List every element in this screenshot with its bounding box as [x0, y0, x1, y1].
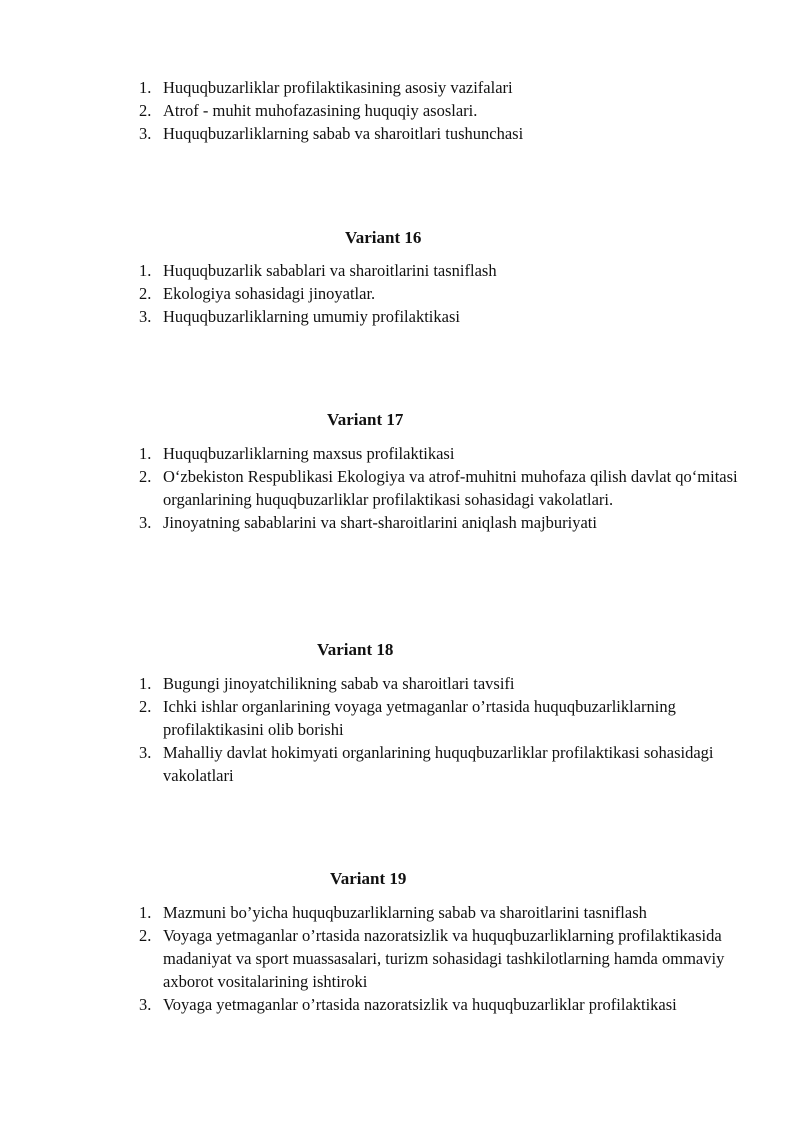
question-list	[0, 442, 800, 534]
item-number: 2.	[139, 697, 152, 716]
list-item	[0, 695, 800, 741]
item-text: Huquqbuzarliklarning sabab va sharoitlari tushunchasi	[163, 124, 524, 143]
question-list	[0, 901, 800, 1016]
list-item	[0, 924, 800, 993]
item-number: 1.	[139, 78, 152, 97]
item-number: 1.	[139, 261, 152, 280]
item-text: Jinoyatning sabablarini va shart-sharoitlarini aniqlash majburiyati	[163, 513, 597, 532]
section-variant-18	[0, 672, 800, 787]
item-text: Huquqbuzarliklar profilaktikasining asosiy vazifalari	[163, 78, 513, 97]
list-item	[0, 76, 800, 99]
list-item	[0, 282, 800, 305]
list-item	[0, 901, 800, 924]
list-item	[0, 993, 800, 1016]
item-text: Ichki ishlar organlarining voyaga yetmaganlar o’rtasida huquqbuzarliklarning profilaktikasini olib borishi	[163, 697, 676, 739]
item-number: 2.	[139, 926, 152, 945]
item-text: O‘zbekiston Respublikasi Ekologiya va atrof-muhitni muhofaza qilish davlat qo‘mitasi organlarining huquqbuzarliklar profilaktikasi sohasidagi vakolatlari.	[163, 467, 738, 509]
section-variant-16	[0, 259, 800, 328]
item-text: Atrof - muhit muhofazasining huquqiy asoslari.	[163, 101, 478, 120]
item-number: 2.	[139, 467, 152, 486]
item-text: Voyaga yetmaganlar o’rtasida nazoratsizlik va huquqbuzarliklarning profilaktikasida madaniyat va sport muassasalari, turizm sohasidagi tashkilotlarning hamda ommaviy axborot vositalarining ishtiroki	[163, 926, 725, 991]
item-number: 3.	[139, 513, 152, 532]
item-text: Bugungi jinoyatchilikning sabab va sharoitlari tavsifi	[163, 674, 515, 693]
item-text: Huquqbuzarliklarning umumiy profilaktikasi	[163, 307, 460, 326]
variant-title: Variant 19	[330, 869, 407, 888]
section-variant-17	[0, 442, 800, 534]
section-prev-continuation	[0, 76, 800, 145]
item-number: 2.	[139, 284, 152, 303]
item-text: Ekologiya sohasidagi jinoyatlar.	[163, 284, 376, 303]
list-item	[0, 259, 800, 282]
item-number: 3.	[139, 307, 152, 326]
item-text: Mahalliy davlat hokimyati organlarining huquqbuzarliklar profilaktikasi sohasidagi vakolatlari	[163, 743, 714, 785]
item-text: Voyaga yetmaganlar o’rtasida nazoratsizlik va huquqbuzarliklar profilaktikasi	[163, 995, 677, 1014]
item-number: 2.	[139, 101, 152, 120]
variant-title: Variant 17	[327, 410, 404, 429]
item-number: 1.	[139, 903, 152, 922]
item-number: 3.	[139, 995, 152, 1014]
item-text: Huquqbuzarlik sabablari va sharoitlarini tasniflash	[163, 261, 497, 280]
item-text: Huquqbuzarliklarning maxsus profilaktikasi	[163, 444, 455, 463]
list-item	[0, 465, 800, 511]
variant-title: Variant 18	[317, 640, 394, 659]
list-item	[0, 511, 800, 534]
item-number: 1.	[139, 674, 152, 693]
variant-title: Variant 16	[345, 228, 422, 247]
item-text: Mazmuni bo’yicha huquqbuzarliklarning sabab va sharoitlarini tasniflash	[163, 903, 647, 922]
question-list	[0, 76, 800, 145]
list-item	[0, 741, 800, 787]
list-item	[0, 442, 800, 465]
list-item	[0, 122, 800, 145]
item-number: 3.	[139, 124, 152, 143]
item-number: 3.	[139, 743, 152, 762]
question-list	[0, 259, 800, 328]
section-variant-19	[0, 901, 800, 1016]
list-item	[0, 305, 800, 328]
list-item	[0, 99, 800, 122]
item-number: 1.	[139, 444, 152, 463]
list-item	[0, 672, 800, 695]
question-list	[0, 672, 800, 787]
